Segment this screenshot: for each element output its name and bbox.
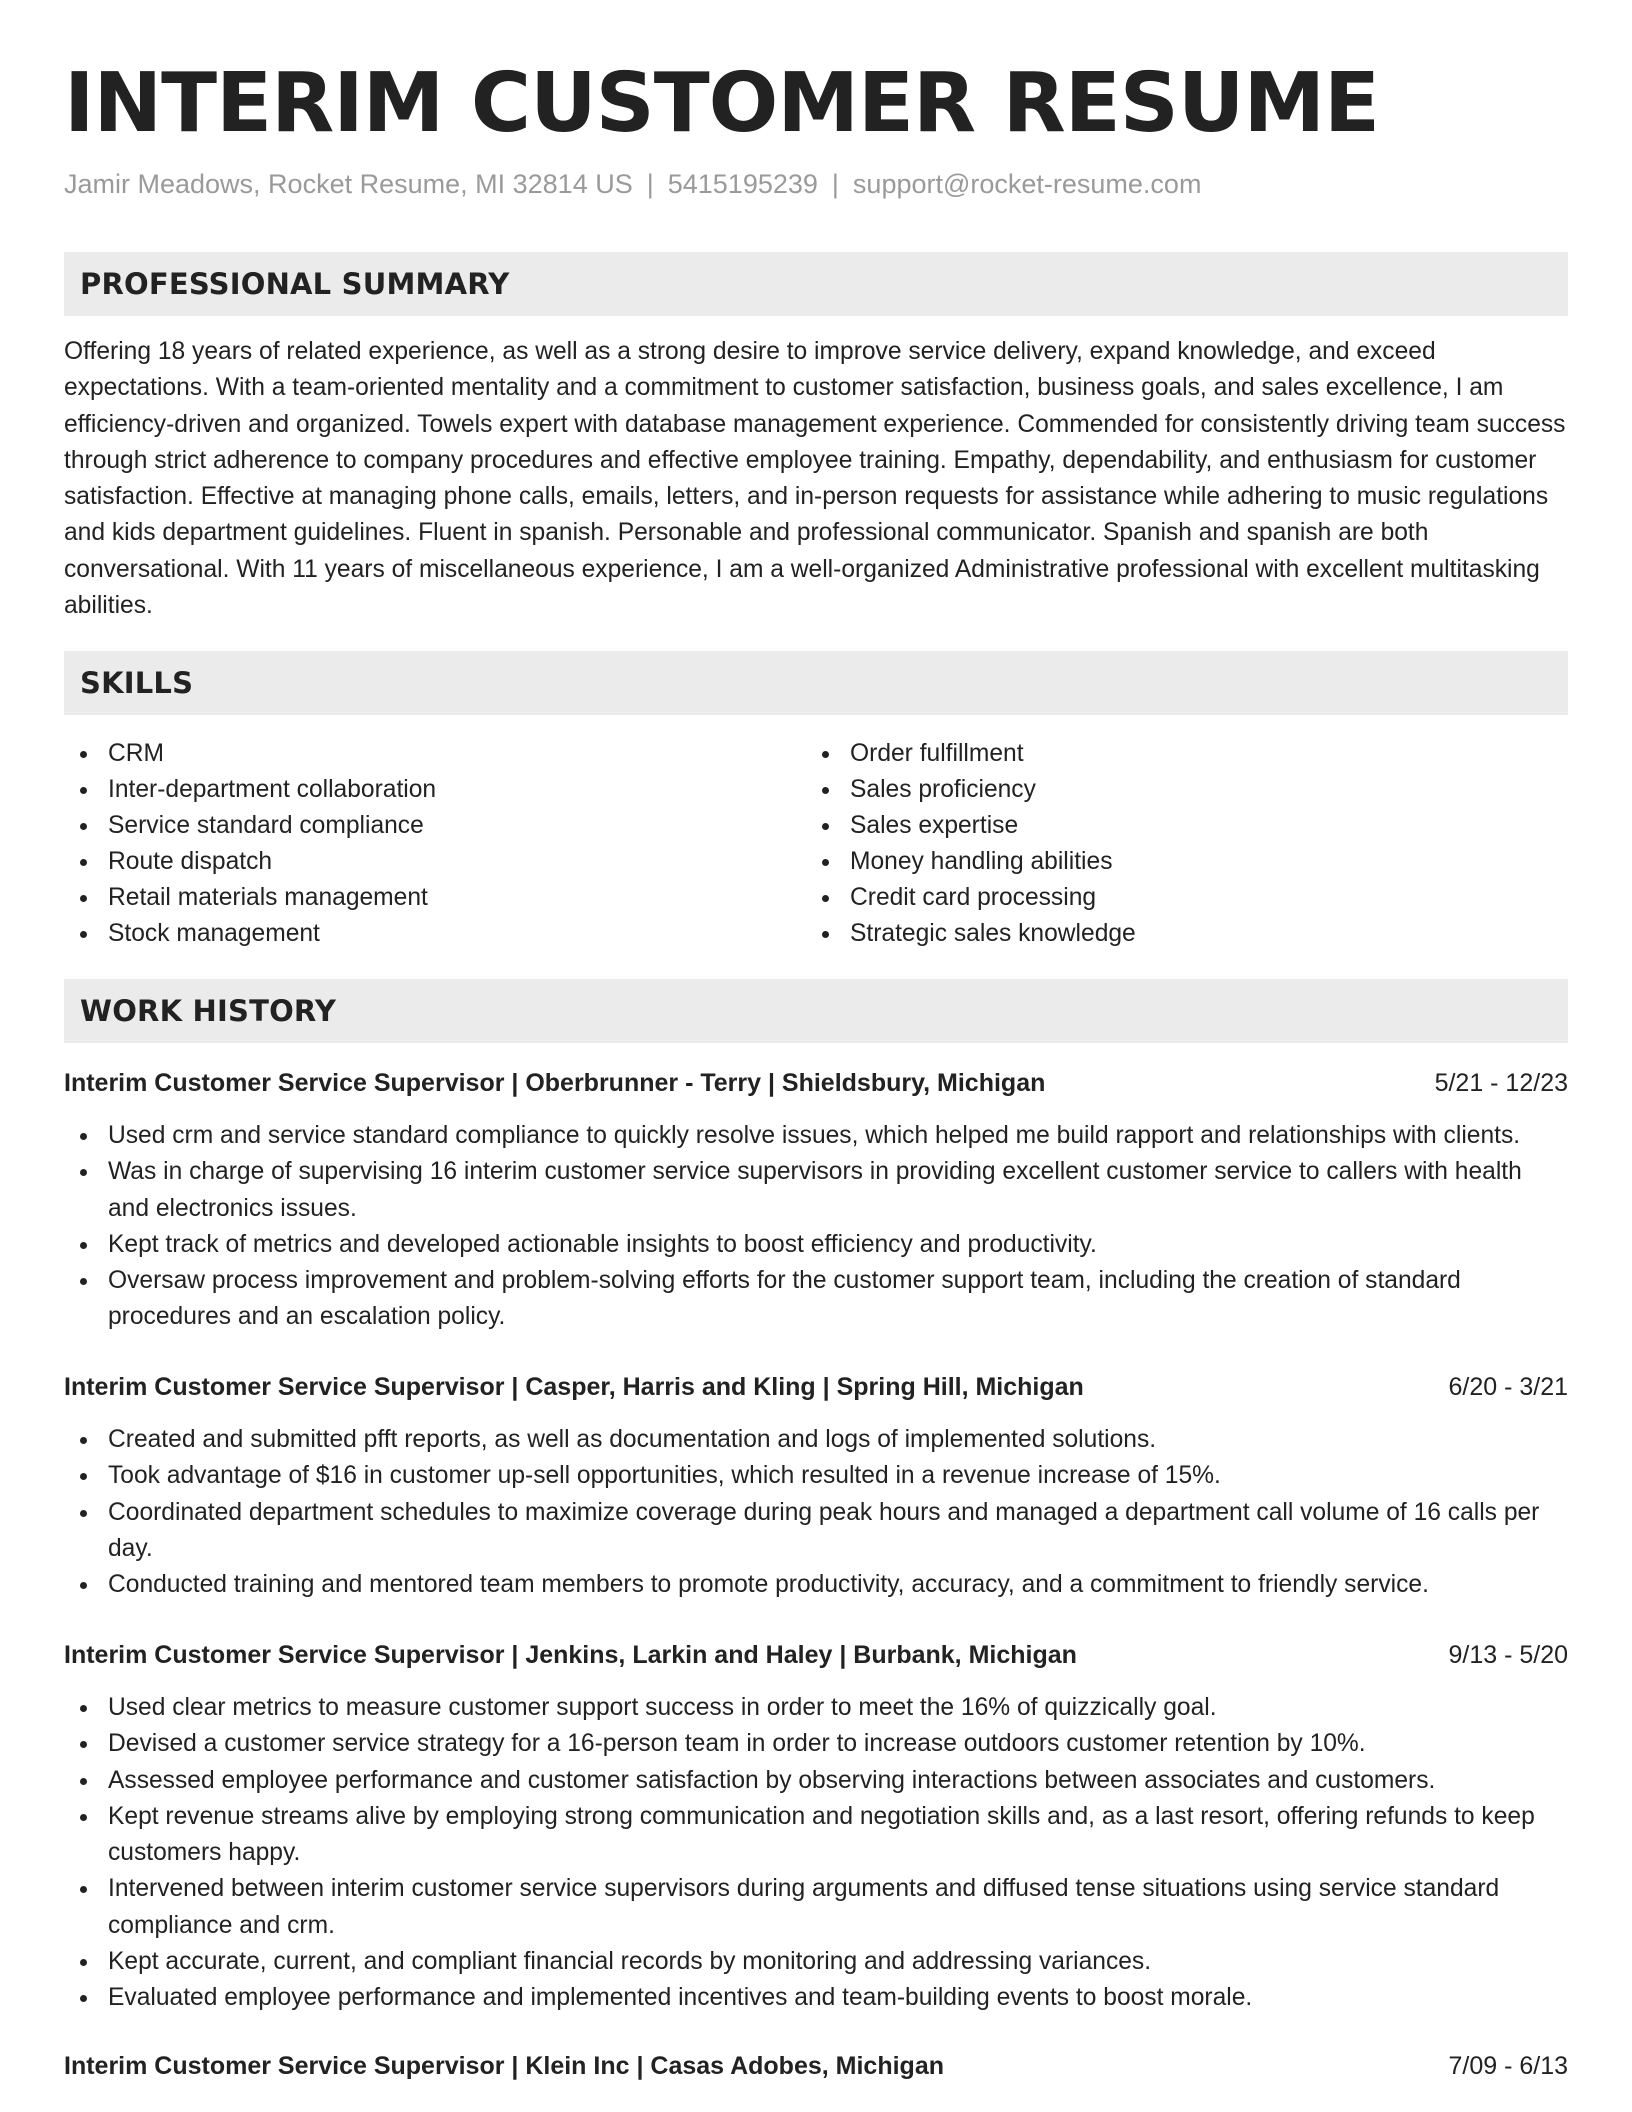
summary-text: Offering 18 years of related experience, as well as a strong desire to improve service delivery, expand knowledge, and exceed expectations. With a team-oriented mentality and a commitment to customer satisfaction, business goals, and sales excellence, I am efficiency-driven and organized. Towels expert with database management experience. Commended for consistently driving team success through strict adherence to company procedures and effective employee training. Empathy, dependability, and enthusiasm for customer satisfaction. Effective at managing phone calls, emails, letters, and in-person requests for assistance while adhering to music regulations and kids department guidelines. Fluent in spanish. Personable and professional communicator. Spanish and spanish are both conversational. With 11 years of miscellaneous experience, I am a well-organized Administrative professional with excellent multitasking abilities.: [64, 338, 1566, 620]
contact-address: Jamir Meadows, Rocket Resume, MI 32814 US: [64, 169, 633, 199]
skill-item: Credit card processing: [806, 880, 1136, 916]
job-bullet: Conducted training and mentored team members to promote productivity, accuracy, and a commitment to friendly service.: [64, 1567, 1568, 1603]
skill-item: Money handling abilities: [806, 844, 1136, 880]
section-header-work-history: WORK HISTORY: [64, 979, 1568, 1043]
job-title: Interim Customer Service Supervisor | Oberbrunner - Terry | Shieldsbury, Michigan: [64, 1069, 1046, 1097]
contact-email: support@rocket-resume.com: [852, 169, 1202, 199]
section-header-skills: SKILLS: [64, 651, 1568, 715]
contact-separator: |: [646, 169, 654, 199]
contact-separator: |: [831, 169, 839, 199]
job-bullet: Assessed employee performance and customer satisfaction by observing interactions between associates and customers.: [64, 1763, 1568, 1799]
skill-item: Route dispatch: [64, 844, 436, 880]
job-bullet: Created and submitted pfft reports, as well as documentation and logs of implemented solutions.: [64, 1422, 1568, 1458]
job-bullet: Kept accurate, current, and compliant financial records by monitoring and addressing variances.: [64, 1944, 1568, 1980]
job-title: Interim Customer Service Supervisor | Jenkins, Larkin and Haley | Burbank, Michigan: [64, 1641, 1077, 1669]
skill-item: CRM: [64, 736, 436, 772]
skill-item: Order fulfillment: [806, 736, 1136, 772]
skill-item: Retail materials management: [64, 880, 436, 916]
skill-item: Service standard compliance: [64, 808, 436, 844]
job-title: Interim Customer Service Supervisor | Klein Inc | Casas Adobes, Michigan: [64, 2052, 944, 2080]
contact-phone: 5415195239: [667, 169, 818, 199]
job-bullet: Devised a customer service strategy for a 16-person team in order to increase outdoors customer retention by 10%.: [64, 1726, 1568, 1762]
resume-title: INTERIM CUSTOMER RESUME: [64, 56, 1380, 151]
job-bullet: Kept track of metrics and developed actionable insights to boost efficiency and productivity.: [64, 1227, 1568, 1263]
job-dates: 5/21 - 12/23: [1434, 1069, 1568, 1097]
skill-item: Sales expertise: [806, 808, 1136, 844]
job-bullet: Took advantage of $16 in customer up-sell opportunities, which resulted in a revenue increase of 15%.: [64, 1458, 1568, 1494]
job-dates: 9/13 - 5/20: [1448, 1641, 1568, 1669]
contact-line: [64, 167, 1201, 201]
job-bullets: [64, 1422, 1568, 1603]
job-bullet: Kept revenue streams alive by employing strong communication and negotiation skills and, as a last resort, offering refunds to keep customers happy.: [64, 1799, 1568, 1872]
job-bullets: [64, 1118, 1568, 1336]
job-bullet: Used clear metrics to measure customer support success in order to meet the 16% of quizzically goal.: [64, 1690, 1568, 1726]
job-title: Interim Customer Service Supervisor | Casper, Harris and Kling | Spring Hill, Michigan: [64, 1373, 1084, 1401]
job-bullet: Coordinated department schedules to maximize coverage during peak hours and managed a department call volume of 16 calls per day.: [64, 1495, 1568, 1568]
skill-item: Sales proficiency: [806, 772, 1136, 808]
job-bullets: [64, 1690, 1568, 2017]
job-dates: 7/09 - 6/13: [1448, 2052, 1568, 2080]
job-bullet: Used crm and service standard compliance to quickly resolve issues, which helped me build rapport and relationships with clients.: [64, 1118, 1568, 1154]
skills-list-right: [806, 736, 1136, 952]
skill-item: Strategic sales knowledge: [806, 916, 1136, 952]
job-bullet: Evaluated employee performance and implemented incentives and team-building events to boost morale.: [64, 1980, 1568, 2016]
job-bullet: Was in charge of supervising 16 interim customer service supervisors in providing excellent customer service to callers with health and electronics issues.: [64, 1154, 1568, 1227]
job-bullet: Oversaw process improvement and problem-solving efforts for the customer support team, including the creation of standard procedures and an escalation policy.: [64, 1263, 1568, 1336]
section-header-summary: PROFESSIONAL SUMMARY: [64, 252, 1568, 316]
skills-list-left: [64, 736, 436, 952]
job-dates: 6/20 - 3/21: [1448, 1373, 1568, 1401]
job-bullet: Intervened between interim customer service supervisors during arguments and diffused tense situations using service standard compliance and crm.: [64, 1871, 1568, 1944]
skill-item: Stock management: [64, 916, 436, 952]
skill-item: Inter-department collaboration: [64, 772, 436, 808]
